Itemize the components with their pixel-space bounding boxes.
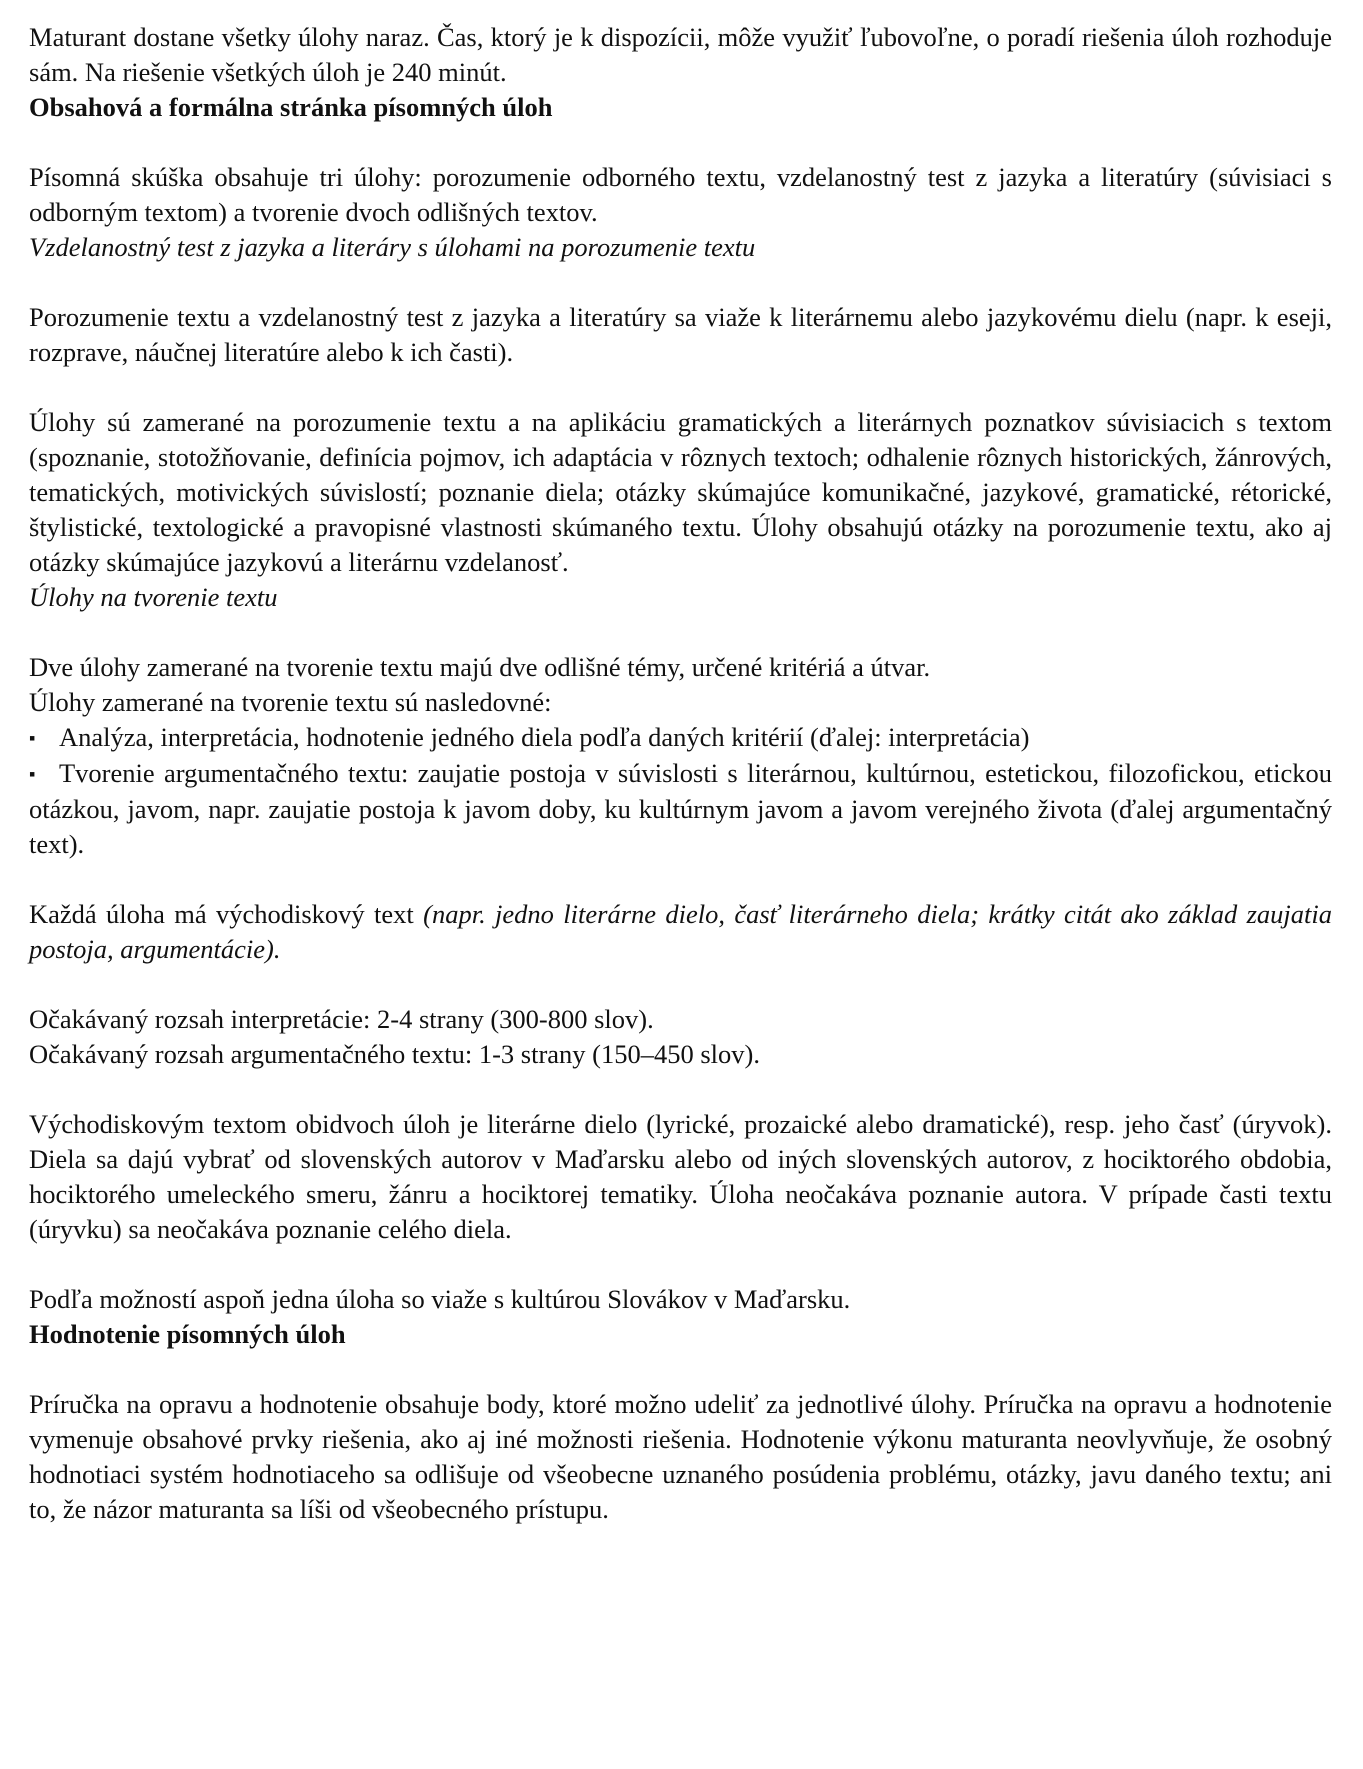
paragraph-source-text — [29, 897, 1332, 967]
bullet-text: Tvorenie argumentačného textu: zaujatie postoja v súvislosti s literárnou, kultúrnou, estetickou, filozofickou, etickou otázkou, javom, napr. zaujatie postoja k javom doby, ku kultúrnym javom a javom verejného života (ďalej argumentačný text). — [29, 758, 1332, 859]
subheading-language-test: Vzdelanostný test z jazyka a literáry s úlohami na porozumenie textu — [29, 232, 756, 262]
subheading-text-creation: Úlohy na tvorenie textu — [29, 582, 278, 612]
paragraph-exam-structure: Písomná skúška obsahuje tri úlohy: porozumenie odborného textu, vzdelanostný test z jazyka a literatúry (súvisiaci s odborným textom) a tvorenie dvoch odlišných textov. — [29, 162, 1332, 227]
paragraph-two-tasks: Dve úlohy zamerané na tvorenie textu majú dve odlišné témy, určené kritériá a útvar. — [29, 652, 931, 682]
intro-paragraph: Maturant dostane všetky úlohy naraz. Čas, ktorý je k dispozícii, môže využiť ľubovoľne, o poradí riešenia úloh rozhoduje sám. Na riešenie všetkých úloh je 240 minút. — [29, 22, 1332, 87]
paragraph-task-focus: Úlohy sú zamerané na porozumenie textu a na aplikáciu gramatických a literárnych poznatkov súvisiacich s textom (spoznanie, stotožňovanie, definícia pojmov, ich adaptácia v rôznych textoch; odhalenie rôznych historických, žánrových, tematických, motivických súvislostí; poznanie diela; otázky skúmajúce komunikačné, jazykové, gramatické, rétorické, štylistické, textologické a pravopisné vlastnosti skúmaného textu. Úlohy obsahujú otázky na porozumenie textu, ako aj otázky skúmajúce jazykovú a literárnu vzdelanosť. — [29, 407, 1332, 577]
bullet-item-interpretation — [29, 720, 1332, 756]
paragraph-tasks-intro: Úlohy zamerané na tvorenie textu sú nasledovné: — [29, 687, 552, 717]
bullet-square-icon: ▪ — [29, 764, 36, 784]
bullet-item-argumentation — [29, 756, 1332, 862]
bullet-text: Analýza, interpretácia, hodnotenie jedného diela podľa daných kritérií (ďalej: interpretácia) — [59, 722, 1030, 752]
section-heading-content: Obsahová a formálna stránka písomných úloh — [29, 92, 553, 122]
bullet-square-icon: ▪ — [29, 728, 36, 748]
expected-length-block — [29, 1002, 1332, 1072]
paragraph-source-works: Východiskovým textom obidvoch úloh je literárne dielo (lyrické, prozaické alebo dramatické), resp. jeho časť (úryvok). Diela sa dajú vybrať od slovenských autorov v Maďarsku alebo od iných slovenských autorov, z hociktorého obdobia, hociktorého umeleckého smeru, žánru a hociktorej tematiky. Úloha neočakáva poznanie autora. V prípade časti textu (úryvku) sa neočakáva poznanie celého diela. — [29, 1109, 1332, 1244]
paragraph-slovak-culture: Podľa možností aspoň jedna úloha so viaže s kultúrou Slovákov v Maďarsku. — [29, 1284, 851, 1314]
paragraph-text-comprehension: Porozumenie textu a vzdelanostný test z jazyka a literatúry sa viaže k literárnemu alebo jazykovému dielu (napr. k eseji, rozprave, náučnej literatúre alebo k ich časti). — [29, 302, 1332, 367]
source-text-normal: Každá úloha má východiskový text — [29, 899, 424, 929]
section-heading-evaluation: Hodnotenie písomných úloh — [29, 1319, 346, 1349]
source-text-italic: (napr. jedno literárne dielo, časť literárneho diela; krátky citát ako základ zaujatia postoja, argumentácie). — [29, 899, 1332, 964]
text-creation-block — [29, 650, 1332, 862]
paragraph-evaluation-guide: Príručka na opravu a hodnotenie obsahuje body, ktoré možno udeliť za jednotlivé úlohy. Príručka na opravu a hodnotenie vymenuje obsahové prvky riešenia, ako aj iné možnosti riešenia. Hodnotenie výkonu maturanta neovlyvňuje, že osobný hodnotiaci systém hodnotiaceho sa odlišuje od všeobecne uznaného posúdenia problému, otázky, javu daného textu; ani to, že názor maturanta sa líši od všeobecného prístupu. — [29, 1389, 1332, 1524]
expected-length-argumentation: Očakávaný rozsah argumentačného textu: 1-3 strany (150–450 slov). — [29, 1039, 760, 1069]
expected-length-interpretation: Očakávaný rozsah interpretácie: 2-4 strany (300-800 slov). — [29, 1004, 654, 1034]
